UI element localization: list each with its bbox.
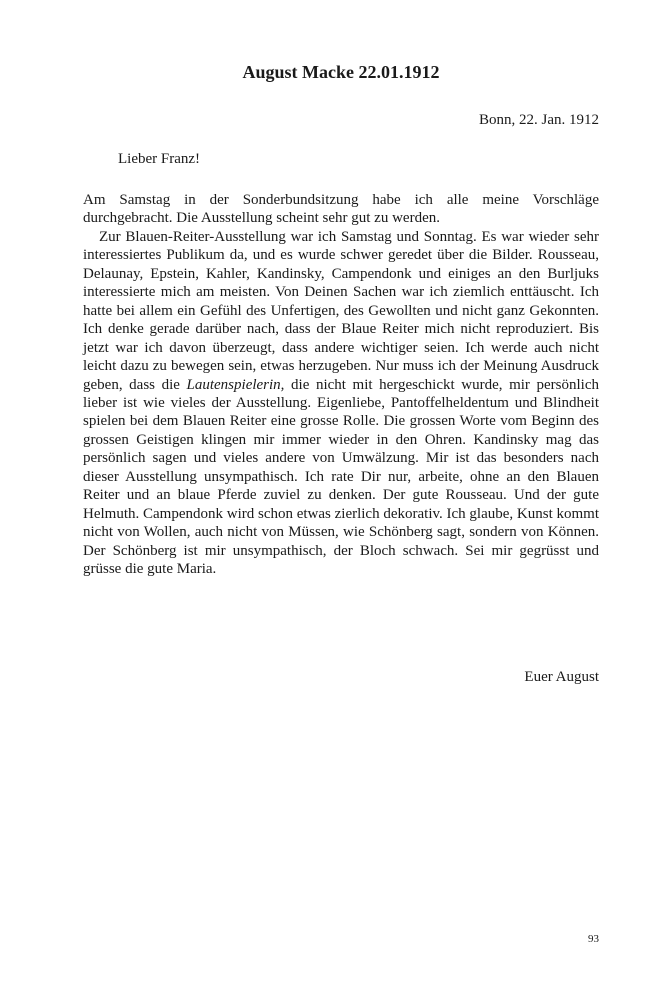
letter-title: August Macke 22.01.1912 [242, 62, 440, 82]
paragraph-2 [83, 228, 599, 579]
letter-body [83, 191, 599, 579]
closing-signature: Euer August [524, 669, 599, 685]
salutation: Lieber Franz! [118, 151, 201, 167]
paragraph-2-text-b: die nicht mit hergeschickt wurde, mir persönlich lieber ist wie vieles der Ausstellung. Eigenliebe, Pantoffelheldentum und Blindheit spielen bei dem Blauen Reiter eine grosse Rolle. Die grossen Worte vom Beginn des grossen Geistigen klingen mir immer wieder in den Ohren. Kandinsky mag das persönlich sagen und vieles andere von Umwälzung. Mir ist das besonders nach dieser Ausstellung unsympathisch. Ich rate Dir nur, arbeite, ohne an den Blauen Reiter und an blaue Pferde zuviel zu denken. Der gute Rousseau. Und der gute Helmuth. Campendonk wird schon etwas zierlich dekorativ. Ich glaube, Kunst kommt nicht von Wollen, auch nicht von Müssen, wie Schönberg sagt, sondern von Können. Der Schönberg ist mir unsympathisch, der Bloch schwach. Sei mir gegrüsst und grüsse die gute Maria. [83, 376, 599, 578]
place-date: Bonn, 22. Jan. 1912 [479, 112, 599, 128]
paragraph-1: Am Samstag in der Sonderbundsitzung habe ich alle meine Vorschläge durchgebracht. Die Ausstellung scheint sehr gut zu werden. [83, 192, 599, 227]
artwork-title-lautenspielerin: Lautenspielerin, [186, 376, 285, 393]
paragraph-2-text-a: Zur Blauen-Reiter-Ausstellung war ich Samstag und Sonntag. Es war wieder sehr interessiertes Publikum da, und es wurde schwer geredet über die Bilder. Rousseau, Delaunay, Epstein, Kahler, Kandinsky, Campendonk und einiges an den Burljuks interessierte mich am meisten. Von Deinen Sachen war ich ziemlich enttäuscht. Ich hatte bei allem ein Gefühl des Unfertigen, des Gewollten und nicht ganz Gekonnten. Ich denke gerade darüber nach, dass der Blaue Reiter mich nicht reproduziert. Bis jetzt war ich davon überzeugt, dass andere wichtiger seien. Ich werde auch nicht leicht dazu zu bewegen sein, etwas herzugeben. Nur muss ich der Meinung Ausdruck geben, dass die [83, 228, 599, 393]
page-number: 93 [588, 933, 599, 945]
